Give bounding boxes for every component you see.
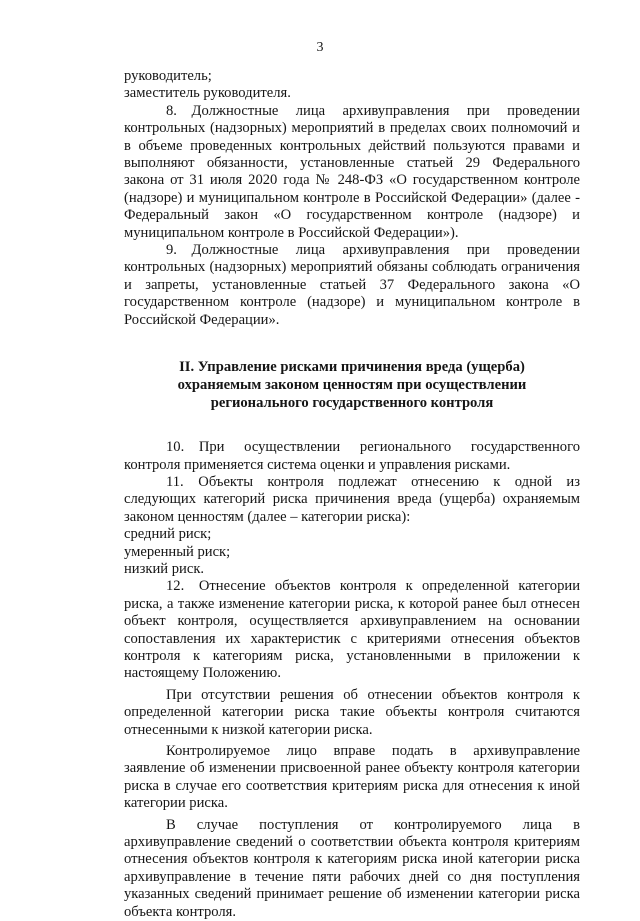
paragraph-11: 11. Объекты контроля подлежат отнесению к одной из следующих категорий риска причинения вреда (ущерба) охраняемым законом ценностям (далее – категории риска): — [124, 473, 580, 525]
risk-category-low: низкий риск. — [124, 560, 205, 577]
paragraph-no-decision: При отсутствии решения об отнесении объектов контроля к определенной категории риска такие объекты контроля считаются отнесенными к низкой категории риска. — [124, 686, 580, 738]
section-heading: II. Управление рисками причинения вреда (ущерба) охраняемым законом ценностям при осуществлении регионального государственного контроля — [177, 359, 527, 412]
paragraph-10: 10. При осуществлении регионального государственного контроля применяется система оценки и управления рисками. — [124, 439, 580, 473]
paragraph-12: 12. Отнесение объектов контроля к определенной категории риска, а также изменение категории риска, к которой ранее был отнесен объект контроля, осуществляется архивуправлением на основании сопоставления их характеристик с критериями отнесения объектов контроля к категориям риска, установленными в приложении к настоящему Положению. — [124, 578, 580, 682]
document-body — [124, 68, 580, 921]
risk-category-moderate: умеренный риск; — [124, 543, 231, 560]
paragraph-8: 8. Должностные лица архивуправления при проведении контрольных (надзорных) мероприятий в пределах своих полномочий и в объеме проведенных контрольных действий пользуются правами и выполняют обязанности, установленные статьей 29 Федерального закона от 31 июля 2020 года № 248-ФЗ «О государственном контроле (надзоре) и муниципальном контроле в Российской Федерации» (далее - Федеральный закон «О государственном контроле (надзоре) и муниципальном контроле в Российской Федерации»). — [124, 102, 580, 241]
paragraph-category-change: В случае поступления от контролируемого лица в архивуправление сведений о соответствии объекта контроля критериям отнесения объектов контроля к категориям риска иной категории риска архивуправление в течение пяти рабочих дней со дня поступления указанных сведений принимает решение об изменении категории риска объекта контроля. — [124, 816, 580, 920]
paragraph-application: Контролируемое лицо вправе подать в архивуправление заявление об изменении присвоенной ранее объекту контроля категории риска в случае его соответствия критериям риска для отнесения к иной категории риска. — [124, 743, 580, 812]
paragraph-role-deputy: заместитель руководителя. — [124, 85, 291, 102]
risk-category-medium: средний риск; — [124, 526, 212, 543]
paragraph-role-head: руководитель; — [124, 68, 212, 84]
paragraph-9: 9. Должностные лица архивуправления при проведении контрольных (надзорных) мероприятий обязаны соблюдать ограничения и запреты, установленные статьей 37 Федерального закона «О государственном контроле (надзоре) и муниципальном контроле в Российской Федерации». — [124, 242, 580, 328]
page-number: 3 — [316, 40, 324, 55]
